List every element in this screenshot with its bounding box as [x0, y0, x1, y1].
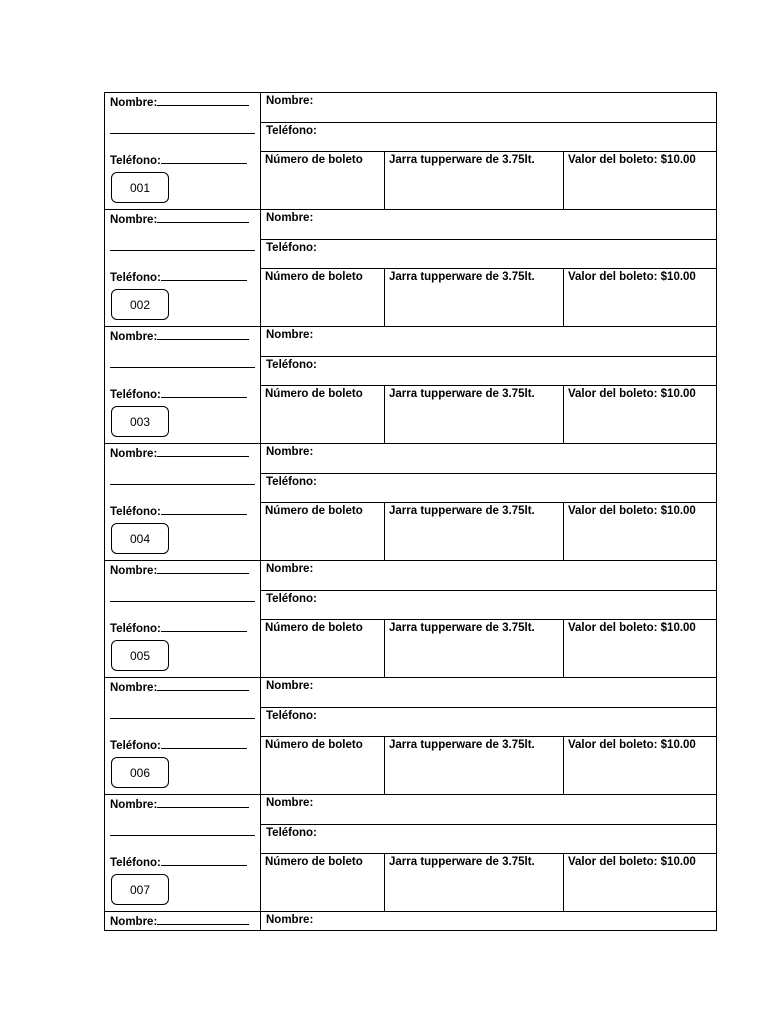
price-label: Valor del boleto: $10.00	[568, 856, 696, 868]
ticket-number-box: 004	[111, 523, 169, 554]
price-label: Valor del boleto: $10.00	[568, 622, 696, 634]
name-row[interactable]	[261, 93, 716, 123]
ticket	[105, 795, 716, 912]
name-label: Nombre:	[266, 797, 314, 809]
ticket	[105, 444, 716, 561]
name-row[interactable]	[261, 327, 716, 357]
ticket-stub	[105, 327, 261, 443]
stub-name-field[interactable]: Nombre:	[110, 329, 255, 344]
stub-phone-field[interactable]: Teléfono:	[110, 855, 255, 870]
ticket-body	[261, 678, 716, 794]
phone-row[interactable]	[261, 357, 716, 386]
price-label: Valor del boleto: $10.00	[568, 739, 696, 751]
ticket-body	[261, 93, 716, 209]
stub-name-field[interactable]: Nombre:	[110, 212, 255, 227]
stub-name-field[interactable]: Nombre:	[110, 95, 255, 110]
ticket-stub	[105, 210, 261, 326]
price-label: Valor del boleto: $10.00	[568, 505, 696, 517]
stub-name-field[interactable]: Nombre:	[110, 797, 255, 812]
ticket-stub	[105, 93, 261, 209]
phone-row[interactable]	[261, 474, 716, 503]
ticket-stub	[105, 444, 261, 560]
name-label: Nombre:	[266, 212, 314, 224]
name-row[interactable]	[261, 912, 716, 931]
phone-row[interactable]	[261, 240, 716, 269]
price-label: Valor del boleto: $10.00	[568, 388, 696, 400]
phone-row[interactable]	[261, 708, 716, 737]
name-label: Nombre:	[266, 680, 314, 692]
prize-label: Jarra tupperware de 3.75lt.	[385, 386, 564, 443]
ticket-number-box: 001	[111, 172, 169, 203]
stub-phone-field[interactable]: Teléfono:	[110, 504, 255, 519]
ticket-number-label: Número de boleto	[261, 620, 385, 677]
phone-row[interactable]	[261, 825, 716, 854]
stub-name-field[interactable]: Nombre:	[110, 914, 255, 929]
name-row[interactable]	[261, 444, 716, 474]
stub-phone-field[interactable]: Teléfono:	[110, 270, 255, 285]
stub-name-field[interactable]: Nombre:	[110, 446, 255, 461]
ticket-stub	[105, 912, 261, 930]
stub-name-continuation-line[interactable]	[110, 123, 255, 138]
prize-label: Jarra tupperware de 3.75lt.	[385, 737, 564, 794]
stub-phone-field[interactable]: Teléfono:	[110, 387, 255, 402]
ticket-number-box: 005	[111, 640, 169, 671]
name-row[interactable]	[261, 678, 716, 708]
stub-name-continuation-line[interactable]	[110, 708, 255, 723]
ticket-number-label: Número de boleto	[261, 854, 385, 911]
stub-phone-field[interactable]: Teléfono:	[110, 621, 255, 636]
name-row[interactable]	[261, 561, 716, 591]
prize-label: Jarra tupperware de 3.75lt.	[385, 620, 564, 677]
stub-name-continuation-line[interactable]	[110, 357, 255, 372]
name-label: Nombre:	[266, 329, 314, 341]
phone-label: Teléfono:	[266, 242, 317, 254]
ticket-number-box: 002	[111, 289, 169, 320]
stub-name-continuation-line[interactable]	[110, 591, 255, 606]
phone-label: Teléfono:	[266, 827, 317, 839]
ticket-stub	[105, 561, 261, 677]
name-label: Nombre:	[266, 446, 314, 458]
ticket-body	[261, 327, 716, 443]
phone-label: Teléfono:	[266, 710, 317, 722]
ticket-body	[261, 210, 716, 326]
prize-label: Jarra tupperware de 3.75lt.	[385, 269, 564, 326]
name-label: Nombre:	[266, 914, 314, 926]
ticket	[105, 327, 716, 444]
prize-label: Jarra tupperware de 3.75lt.	[385, 854, 564, 911]
phone-label: Teléfono:	[266, 476, 317, 488]
name-label: Nombre:	[266, 563, 314, 575]
ticket-body	[261, 795, 716, 911]
ticket	[105, 678, 716, 795]
ticket-body	[261, 444, 716, 560]
raffle-ticket-sheet	[104, 92, 717, 931]
ticket-number-box: 003	[111, 406, 169, 437]
phone-label: Teléfono:	[266, 359, 317, 371]
ticket-number-box: 006	[111, 757, 169, 788]
phone-row[interactable]	[261, 591, 716, 620]
price-label: Valor del boleto: $10.00	[568, 154, 696, 166]
prize-label: Jarra tupperware de 3.75lt.	[385, 503, 564, 560]
ticket-number-label: Número de boleto	[261, 503, 385, 560]
name-row[interactable]	[261, 210, 716, 240]
prize-label: Jarra tupperware de 3.75lt.	[385, 152, 564, 209]
ticket	[105, 93, 716, 210]
price-label: Valor del boleto: $10.00	[568, 271, 696, 283]
ticket	[105, 210, 716, 327]
ticket-number-box: 007	[111, 874, 169, 905]
stub-name-field[interactable]: Nombre:	[110, 680, 255, 695]
ticket-stub	[105, 795, 261, 911]
ticket-number-label: Número de boleto	[261, 737, 385, 794]
ticket-number-label: Número de boleto	[261, 152, 385, 209]
ticket-number-label: Número de boleto	[261, 269, 385, 326]
stub-name-field[interactable]: Nombre:	[110, 563, 255, 578]
name-label: Nombre:	[266, 95, 314, 107]
ticket-number-label: Número de boleto	[261, 386, 385, 443]
ticket-stub	[105, 678, 261, 794]
phone-row[interactable]	[261, 123, 716, 152]
phone-label: Teléfono:	[266, 593, 317, 605]
ticket	[105, 561, 716, 678]
phone-label: Teléfono:	[266, 125, 317, 137]
ticket-body	[261, 912, 716, 930]
ticket-body	[261, 561, 716, 677]
stub-name-continuation-line[interactable]	[110, 474, 255, 489]
stub-name-continuation-line[interactable]	[110, 240, 255, 255]
name-row[interactable]	[261, 795, 716, 825]
stub-phone-field[interactable]: Teléfono:	[110, 153, 255, 168]
stub-phone-field[interactable]: Teléfono:	[110, 738, 255, 753]
stub-name-continuation-line[interactable]	[110, 825, 255, 840]
ticket-partial	[105, 912, 716, 931]
